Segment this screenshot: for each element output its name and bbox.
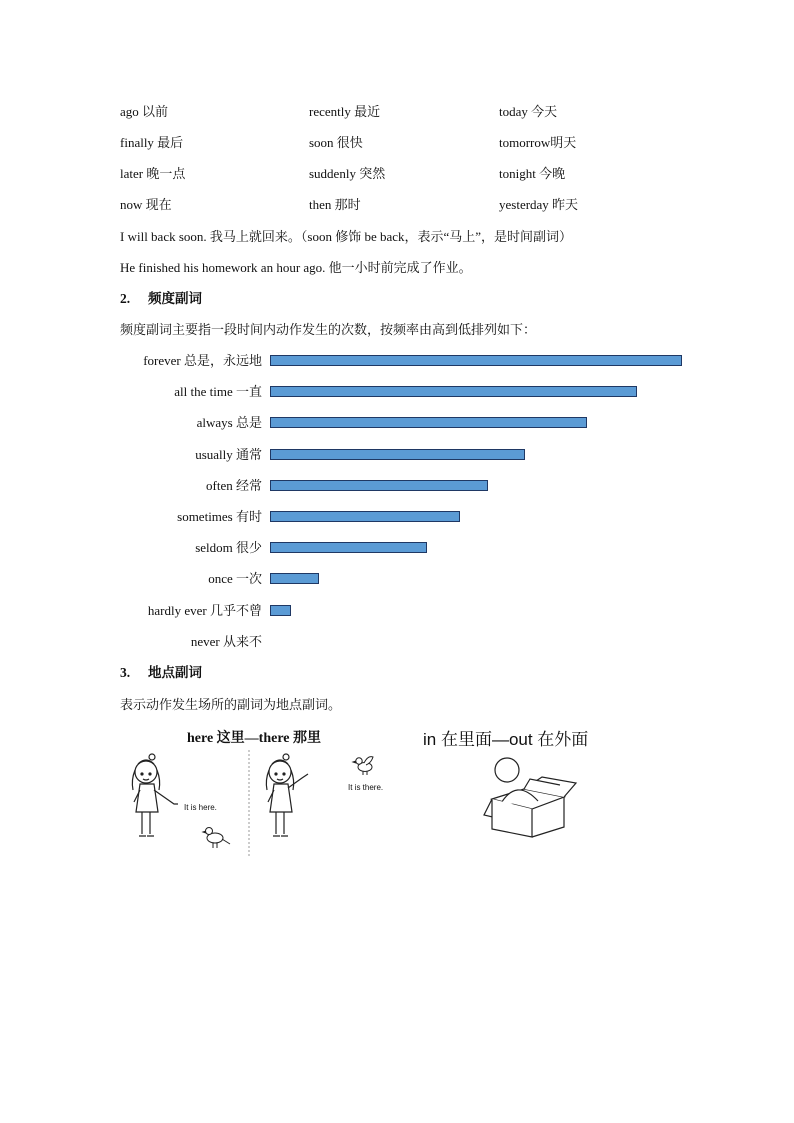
frequency-label: often 经常: [206, 477, 262, 493]
girl-there-icon: [266, 754, 308, 836]
section-2-intro: 频度副词主要指一段时间内动作发生的次数，按频率由高到低排列如下：: [120, 322, 537, 337]
time-adverb-cell: later 晚一点: [120, 166, 186, 181]
in-out-illustration: [478, 755, 578, 845]
section-2-heading: [120, 290, 202, 308]
frequency-label: never 从来不: [190, 633, 262, 649]
time-adverb-cell: tonight 今晚: [499, 166, 566, 181]
frequency-label: once 一次: [208, 571, 262, 587]
example-sentence-1: I will back soon. 我马上就回来。（soon 修饰 be back，表示“马上”，是时间副词）: [120, 229, 573, 244]
time-adverb-cell: then 那时: [309, 197, 361, 212]
section-3-heading: [120, 664, 202, 682]
time-adverb-cell: soon 很快: [309, 135, 363, 150]
section-2-title: 频度副词: [148, 291, 202, 306]
caption-here: It is here.: [184, 803, 217, 812]
figure-left-title: here 这里—there 那里: [187, 731, 322, 746]
time-adverb-cell: today 今天: [499, 104, 558, 119]
time-adverb-cell: finally 最后: [120, 135, 184, 150]
here-there-illustration: [118, 748, 318, 856]
section-3-number: 3.: [120, 665, 131, 680]
time-adverb-cell: yesterday 昨天: [499, 197, 579, 212]
frequency-label: hardly ever 几乎不曾: [147, 602, 262, 618]
frequency-bar: [270, 449, 525, 460]
frequency-bar: [270, 542, 427, 553]
time-adverb-cell: tomorrow明天: [499, 135, 577, 150]
frequency-label: all the time 一直: [174, 384, 262, 400]
frequency-bar: [270, 573, 319, 584]
frequency-bar: [270, 386, 637, 397]
ball-out-icon: [495, 758, 519, 782]
time-adverb-cell: ago 以前: [120, 104, 169, 119]
bird-there-icon: [352, 753, 376, 777]
box-icon: [484, 777, 576, 837]
frequency-bar: [270, 605, 291, 616]
time-adverb-cell: recently 最近: [309, 104, 381, 119]
section-3-title: 地点副词: [148, 665, 202, 680]
section-2-number: 2.: [120, 291, 131, 306]
frequency-bar: [270, 480, 488, 491]
figure-right-title: in 在里面—out 在外面: [423, 730, 589, 749]
caption-there: It is there.: [348, 783, 384, 792]
section-3-intro: 表示动作发生场所的副词为地点副词。: [120, 697, 342, 712]
example-sentence-2: He finished his homework an hour ago. 他一小时前完成了作业。: [120, 260, 472, 275]
girl-here-icon: [132, 754, 178, 836]
frequency-label: usually 通常: [195, 446, 262, 462]
frequency-bar: [270, 355, 682, 366]
frequency-label: seldom 很少: [195, 540, 262, 556]
frequency-label: sometimes 有时: [177, 509, 262, 524]
time-adverb-cell: suddenly 突然: [309, 166, 386, 181]
bird-here-icon: [203, 828, 230, 849]
frequency-label: forever 总是，永远地: [143, 353, 262, 368]
frequency-bar: [270, 417, 587, 428]
time-adverb-cell: now 现在: [120, 197, 172, 212]
frequency-label: always 总是: [196, 415, 262, 431]
frequency-bar: [270, 511, 460, 522]
